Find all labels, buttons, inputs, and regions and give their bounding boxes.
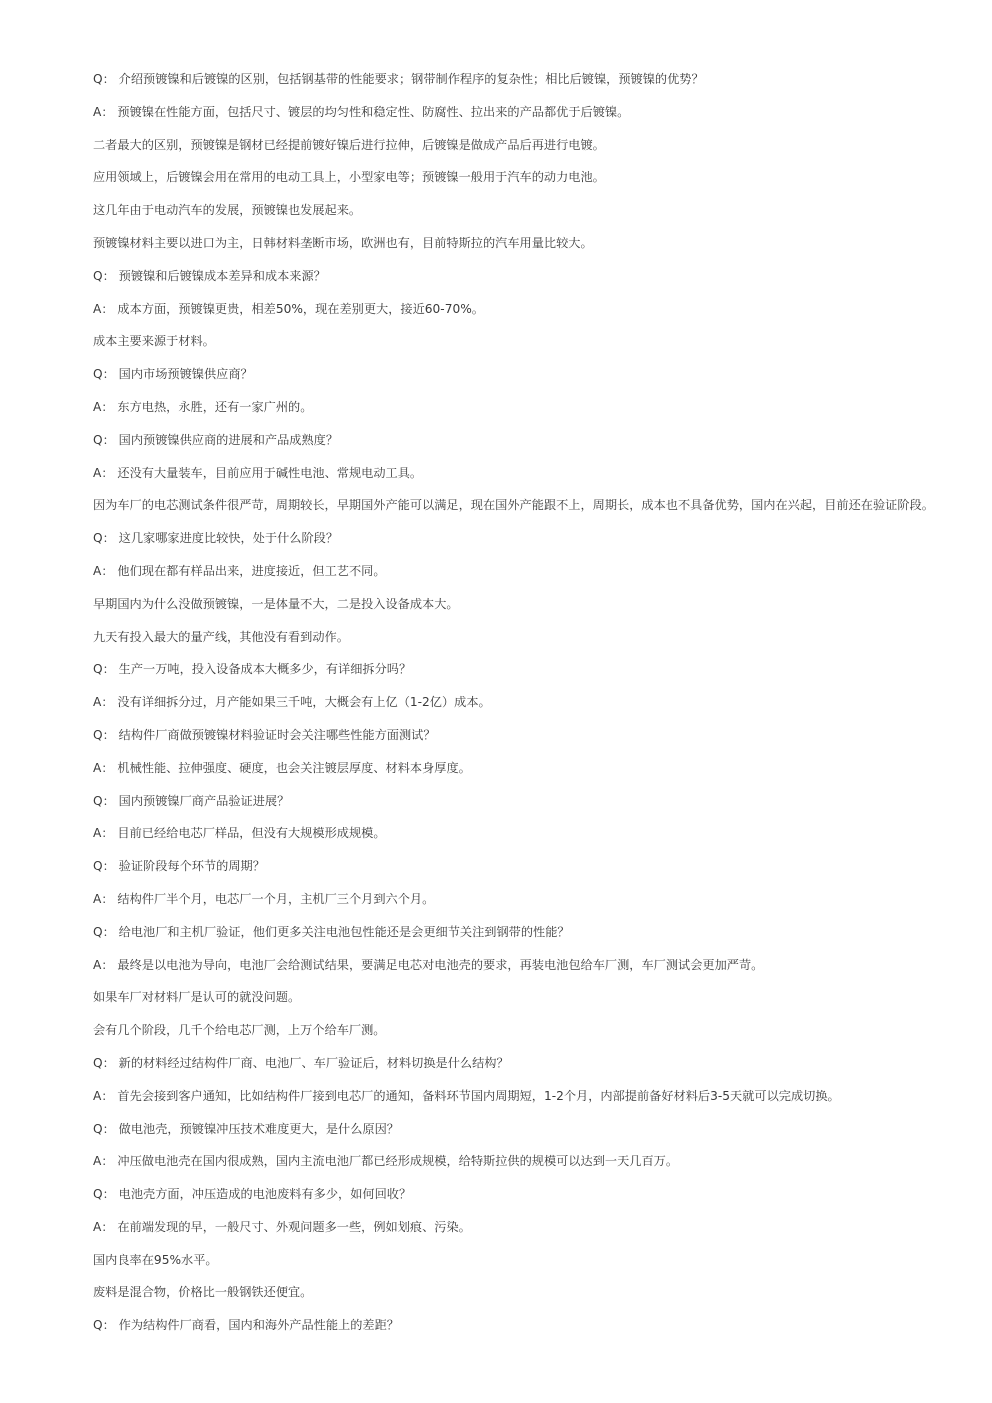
- answer-paragraph: 早期国内为什么没做预镀镍，一是体量不大，二是投入设备成本大。: [93, 596, 459, 611]
- answer-text: A： 东方电热，永胜，还有一家广州的。: [93, 399, 313, 414]
- answer-paragraph: 二者最大的区别，预镀镍是钢材已经提前镀好镍后进行拉伸，后镀镍是做成产品后再进行电镀。: [93, 137, 605, 152]
- question-text: Q： 作为结构件厂商看，国内和海外产品性能上的差距？: [93, 1318, 399, 1333]
- question-text: Q： 预镀镍和后镀镍成本差异和成本来源？: [93, 268, 326, 283]
- question-text: Q： 做电池壳，预镀镍冲压技术难度更大，是什么原因？: [93, 1121, 399, 1136]
- question-text: Q： 新的材料经过结构件厂商、电池厂、车厂验证后，材料切换是什么结构？: [93, 1055, 509, 1070]
- answer-text: A： 结构件厂半个月，电芯厂一个月，主机厂三个月到六个月。: [93, 891, 435, 906]
- answer-paragraph: 成本主要来源于材料。: [93, 334, 215, 349]
- answer-text: A： 机械性能、拉伸强度、硬度，也会关注镀层厚度、材料本身厚度。: [93, 760, 471, 775]
- answer-text: A： 在前端发现的早，一般尺寸、外观问题多一些，例如划痕、污染。: [93, 1219, 471, 1234]
- question-text: Q： 给电池厂和主机厂验证，他们更多关注电池包性能还是会更细节关注到钢带的性能？: [93, 924, 570, 939]
- question-text: Q： 验证阶段每个环节的周期？: [93, 859, 265, 874]
- question-text: Q： 这几家哪家进度比较快，处于什么阶段？: [93, 531, 339, 546]
- answer-text: A： 他们现在都有样品出来，进度接近，但工艺不同。: [93, 563, 386, 578]
- answer-text: A： 预镀镍在性能方面，包括尺寸、镀层的均匀性和稳定性、防腐性、拉出来的产品都优于后镀镍。: [93, 104, 630, 119]
- answer-paragraph: 会有几个阶段，几千个给电芯厂测，上万个给车厂测。: [93, 1023, 386, 1038]
- question-text: Q： 结构件厂商做预镀镍材料验证时会关注哪些性能方面测试？: [93, 727, 436, 742]
- answer-paragraph: 应用领域上，后镀镍会用在常用的电动工具上，小型家电等；预镀镍一般用于汽车的动力电池。: [93, 170, 605, 185]
- answer-text: A： 最终是以电池为导向，电池厂会给测试结果，要满足电芯对电池壳的要求，再装电池包给车厂测，车厂测试会更加严苛。: [93, 957, 764, 972]
- answer-text: A： 成本方面，预镀镍更贵，相差50%，现在差别更大，接近60-70%。: [93, 301, 484, 316]
- question-text: Q： 国内预镀镍供应商的进展和产品成熟度？: [93, 432, 339, 447]
- question-text: Q： 国内预镀镍厂商产品验证进展？: [93, 793, 290, 808]
- answer-paragraph: 废料是混合物，价格比一般钢铁还便宜。: [93, 1285, 313, 1300]
- answer-text: A： 没有详细拆分过，月产能如果三千吨，大概会有上亿（1-2亿）成本。: [93, 695, 491, 710]
- answer-paragraph: 如果车厂对材料厂是认可的就没问题。: [93, 990, 301, 1005]
- answer-paragraph: 国内良率在95%水平。: [93, 1252, 218, 1267]
- answer-paragraph: 预镀镍材料主要以进口为主，日韩材料垄断市场，欧洲也有，目前特斯拉的汽车用量比较大。: [93, 235, 593, 250]
- answer-paragraph: 因为车厂的电芯测试条件很严苛，周期较长，早期国外产能可以满足，现在国外产能跟不上，周期长，成本也不具备优势，国内在兴起，目前还在验证阶段。: [93, 498, 934, 513]
- answer-paragraph: 这几年由于电动汽车的发展，预镀镍也发展起来。: [93, 203, 362, 218]
- question-text: Q： 生产一万吨，投入设备成本大概多少，有详细拆分吗？: [93, 662, 412, 677]
- answer-text: A： 目前已经给电芯厂样品，但没有大规模形成规模。: [93, 826, 386, 841]
- answer-text: A： 首先会接到客户通知，比如结构件厂接到电芯厂的通知，备料环节国内周期短，1-2个月，内部提前备好材料后3-5天就可以完成切换。: [93, 1088, 840, 1103]
- question-text: Q： 电池壳方面，冲压造成的电池废料有多少，如何回收？: [93, 1187, 412, 1202]
- answer-text: A： 还没有大量装车，目前应用于碱性电池、常规电动工具。: [93, 465, 423, 480]
- question-text: Q： 介绍预镀镍和后镀镍的区别，包括钢基带的性能要求；钢带制作程序的复杂性；相比后镀镍，预镀镍的优势？: [93, 72, 704, 86]
- question-text: Q： 国内市场预镀镍供应商？: [93, 367, 253, 382]
- answer-text: A： 冲压做电池壳在国内很成熟，国内主流电池厂都已经形成规模，给特斯拉供的规模可以达到一天几百万。: [93, 1154, 679, 1169]
- document-body: [93, 67, 953, 1346]
- answer-paragraph: 九天有投入最大的量产线，其他没有看到动作。: [93, 629, 349, 644]
